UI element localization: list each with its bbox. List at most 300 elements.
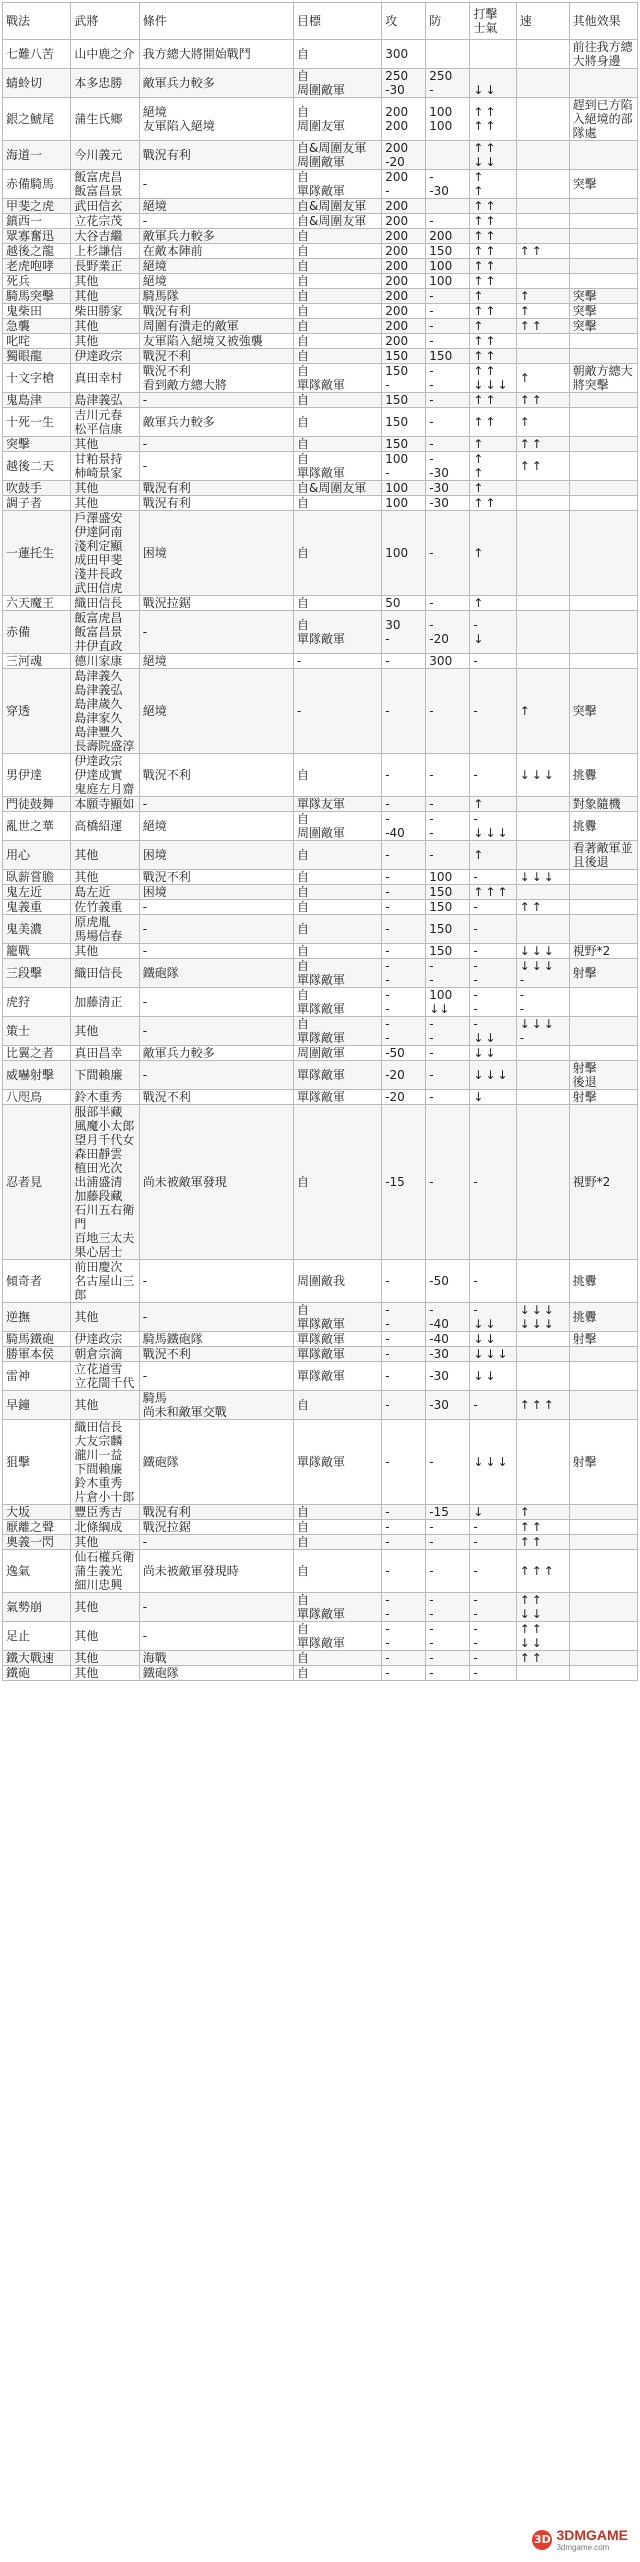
cell-general: 伊達政宗 xyxy=(71,349,139,364)
cell-defense: -50 xyxy=(426,1260,470,1303)
header-tactic-name: 戰法 xyxy=(3,3,71,40)
cell-defense: - -40 xyxy=(426,1303,470,1332)
cell-morale: ↑↑ xyxy=(470,214,516,229)
cell-target: 自 xyxy=(294,915,382,944)
cell-tactic-name: 鬼島津 xyxy=(3,393,71,408)
cell-condition: 困境 xyxy=(139,885,293,900)
cell-tactic-name: 銀之鯱尾 xyxy=(3,98,71,141)
cell-general: 其他 xyxy=(71,1622,139,1651)
table-row xyxy=(3,199,638,214)
cell-tactic-name: 眾寡奮迅 xyxy=(3,229,71,244)
cell-target: 自 xyxy=(294,1391,382,1420)
cell-attack: - xyxy=(382,1260,426,1303)
cell-defense: - - xyxy=(426,812,470,841)
cell-target: 自 xyxy=(294,289,382,304)
cell-general: 其他 xyxy=(71,1593,139,1622)
table-row xyxy=(3,1550,638,1593)
cell-attack: - xyxy=(382,1362,426,1391)
cell-defense: - xyxy=(426,596,470,611)
cell-target: 自&周圍友軍 xyxy=(294,481,382,496)
table-row xyxy=(3,481,638,496)
cell-morale: ↑↑ xyxy=(470,244,516,259)
cell-speed xyxy=(516,611,569,654)
table-row xyxy=(3,1420,638,1505)
cell-defense: - - xyxy=(426,1017,470,1046)
cell-condition: - xyxy=(139,915,293,944)
cell-target: 自 xyxy=(294,511,382,596)
cell-morale: ↓↓ xyxy=(470,1046,516,1061)
cell-defense: - xyxy=(426,1061,470,1090)
cell-general: 甘粕景持 柿崎景家 xyxy=(71,452,139,481)
cell-target: 自 xyxy=(294,885,382,900)
cell-morale: ↓↓↓ xyxy=(470,1420,516,1505)
cell-defense: - xyxy=(426,797,470,812)
cell-defense: - xyxy=(426,437,470,452)
cell-target: 自 xyxy=(294,870,382,885)
page xyxy=(0,2,640,2562)
cell-target: 自 單隊敵軍 xyxy=(294,611,382,654)
cell-attack: - xyxy=(382,797,426,812)
cell-morale: - xyxy=(470,870,516,885)
cell-condition: - xyxy=(139,1303,293,1332)
cell-general: 武田信玄 xyxy=(71,199,139,214)
cell-defense xyxy=(426,141,470,170)
table-row xyxy=(3,944,638,959)
table-row xyxy=(3,496,638,511)
table-row xyxy=(3,1090,638,1105)
cell-other-effect xyxy=(569,1666,637,1681)
cell-other-effect xyxy=(569,496,637,511)
cell-tactic-name: 鬼美濃 xyxy=(3,915,71,944)
table-row xyxy=(3,40,638,69)
cell-condition: 敵軍兵力較多 xyxy=(139,408,293,437)
cell-general: 吉川元春 松平信康 xyxy=(71,408,139,437)
cell-speed xyxy=(516,141,569,170)
cell-speed: ↑↑↑ xyxy=(516,1550,569,1593)
watermark-logo-icon: 3D xyxy=(532,2530,552,2550)
cell-tactic-name: 厭離之聲 xyxy=(3,1520,71,1535)
cell-attack: 150 xyxy=(382,437,426,452)
cell-morale: ↑ xyxy=(470,511,516,596)
cell-attack: 200 200 xyxy=(382,98,426,141)
cell-general: 織田信長 大友宗麟 瀧川一益 下間賴廉 鈴木重秀 片倉小十郎 xyxy=(71,1420,139,1505)
cell-speed: ↑↑ xyxy=(516,244,569,259)
cell-defense: - xyxy=(426,754,470,797)
cell-morale: ↑ xyxy=(470,841,516,870)
tactics-table xyxy=(2,2,638,1681)
cell-target: - xyxy=(294,669,382,754)
table-row xyxy=(3,1520,638,1535)
cell-speed: ↓↓↓ xyxy=(516,754,569,797)
cell-defense: - xyxy=(426,304,470,319)
cell-defense: - xyxy=(426,393,470,408)
cell-attack: 200 xyxy=(382,319,426,334)
cell-other-effect xyxy=(569,654,637,669)
cell-condition: 戰況有利 xyxy=(139,1505,293,1520)
cell-condition: 敵軍兵力較多 xyxy=(139,1046,293,1061)
table-row xyxy=(3,1046,638,1061)
cell-general: 下間賴廉 xyxy=(71,1061,139,1090)
cell-condition: - xyxy=(139,988,293,1017)
cell-morale: - xyxy=(470,1666,516,1681)
cell-other-effect xyxy=(569,596,637,611)
cell-target: 單隊敵軍 xyxy=(294,1420,382,1505)
cell-morale: ↓ xyxy=(470,1090,516,1105)
cell-attack: 100 xyxy=(382,481,426,496)
cell-speed xyxy=(516,1666,569,1681)
cell-general: 今川義元 xyxy=(71,141,139,170)
cell-morale: - xyxy=(470,915,516,944)
cell-tactic-name: 六天魔王 xyxy=(3,596,71,611)
cell-target: 自 xyxy=(294,244,382,259)
cell-target: 自 周圍敵軍 xyxy=(294,69,382,98)
cell-morale: - ↓↓ xyxy=(470,1303,516,1332)
cell-condition: 絕境 xyxy=(139,274,293,289)
cell-morale: ↑↑ xyxy=(470,304,516,319)
table-row xyxy=(3,393,638,408)
cell-tactic-name: 籠戰 xyxy=(3,944,71,959)
cell-tactic-name: 狙擊 xyxy=(3,1420,71,1505)
cell-condition: 戰況有利 xyxy=(139,496,293,511)
cell-target: 自 單隊敵軍 xyxy=(294,364,382,393)
cell-target: 自 xyxy=(294,304,382,319)
cell-attack: - xyxy=(382,669,426,754)
table-row xyxy=(3,1332,638,1347)
cell-other-effect: 射擊 xyxy=(569,1420,637,1505)
cell-condition: 騎馬 尚未和敵軍交戰 xyxy=(139,1391,293,1420)
cell-other-effect: 挑釁 xyxy=(569,1260,637,1303)
cell-tactic-name: 鬼柴田 xyxy=(3,304,71,319)
cell-defense: - - xyxy=(426,1593,470,1622)
cell-morale: ↑ xyxy=(470,289,516,304)
cell-condition: - xyxy=(139,452,293,481)
cell-general: 其他 xyxy=(71,437,139,452)
table-row xyxy=(3,1017,638,1046)
cell-target: 周圍敵我 xyxy=(294,1260,382,1303)
cell-general: 其他 xyxy=(71,481,139,496)
table-row xyxy=(3,915,638,944)
cell-tactic-name: 大坂 xyxy=(3,1505,71,1520)
cell-attack: 250 -30 xyxy=(382,69,426,98)
table-row xyxy=(3,870,638,885)
cell-general: 島津義久 島津義弘 島津歲久 島津家久 島津豐久 長壽院盛淳 xyxy=(71,669,139,754)
cell-defense: - xyxy=(426,841,470,870)
cell-target: 自 xyxy=(294,841,382,870)
table-row xyxy=(3,1535,638,1550)
cell-target: 自 xyxy=(294,274,382,289)
table-row xyxy=(3,289,638,304)
cell-condition: 困境 xyxy=(139,511,293,596)
cell-tactic-name: 氣勢崩 xyxy=(3,1593,71,1622)
table-row xyxy=(3,98,638,141)
cell-speed xyxy=(516,1046,569,1061)
cell-defense: 100 100 xyxy=(426,98,470,141)
cell-other-effect: 突擊 xyxy=(569,669,637,754)
cell-condition: - xyxy=(139,214,293,229)
cell-condition: 敵軍兵力較多 xyxy=(139,69,293,98)
cell-general: 其他 xyxy=(71,319,139,334)
cell-attack: - xyxy=(382,1651,426,1666)
cell-condition: - xyxy=(139,797,293,812)
cell-other-effect: 挑釁 xyxy=(569,812,637,841)
cell-target: - xyxy=(294,654,382,669)
table-row xyxy=(3,885,638,900)
cell-general: 其他 xyxy=(71,289,139,304)
cell-other-effect xyxy=(569,915,637,944)
cell-tactic-name: 足止 xyxy=(3,1622,71,1651)
cell-condition: 絕境 xyxy=(139,669,293,754)
cell-general: 山中鹿之介 xyxy=(71,40,139,69)
cell-other-effect xyxy=(569,1347,637,1362)
table-row xyxy=(3,1303,638,1332)
cell-defense: 100 ↓↓ xyxy=(426,988,470,1017)
cell-target: 自 單隊敵軍 xyxy=(294,1017,382,1046)
cell-general: 立花道雪 立花誾千代 xyxy=(71,1362,139,1391)
cell-target: 自 單隊敵軍 xyxy=(294,959,382,988)
cell-defense: 100 xyxy=(426,870,470,885)
cell-condition: 絕境 xyxy=(139,199,293,214)
cell-target: 自 單隊敵軍 xyxy=(294,1303,382,1332)
cell-other-effect xyxy=(569,1017,637,1046)
cell-other-effect: 朝敵方總大將突擊 xyxy=(569,364,637,393)
table-row xyxy=(3,259,638,274)
table-row xyxy=(3,900,638,915)
cell-morale: - xyxy=(470,1651,516,1666)
cell-attack: 200 -20 xyxy=(382,141,426,170)
cell-condition: - xyxy=(139,944,293,959)
cell-defense: - -30 xyxy=(426,452,470,481)
cell-target: 單隊敵軍 xyxy=(294,1061,382,1090)
cell-attack: - xyxy=(382,885,426,900)
table-row xyxy=(3,754,638,797)
table-row xyxy=(3,229,638,244)
cell-target: 自 xyxy=(294,1105,382,1260)
cell-other-effect: 突擊 xyxy=(569,304,637,319)
cell-other-effect: 趕到已方陷入絕境的部隊處 xyxy=(569,98,637,141)
cell-tactic-name: 赤備騎馬 xyxy=(3,170,71,199)
cell-morale: ↑↑ xyxy=(470,496,516,511)
cell-condition: - xyxy=(139,1622,293,1651)
cell-speed: ↑↑ xyxy=(516,437,569,452)
cell-morale: ↑ xyxy=(470,797,516,812)
cell-attack: 200 xyxy=(382,214,426,229)
cell-speed: ↑↑ ↓↓ xyxy=(516,1593,569,1622)
cell-speed: ↓↓↓ ↓↓↓ xyxy=(516,1303,569,1332)
cell-condition: 尚未被敵軍發現 xyxy=(139,1105,293,1260)
cell-other-effect xyxy=(569,393,637,408)
cell-general: 朝倉宗滴 xyxy=(71,1347,139,1362)
cell-other-effect: 視野*2 xyxy=(569,1105,637,1260)
cell-attack: - xyxy=(382,841,426,870)
cell-speed xyxy=(516,1105,569,1260)
cell-attack: 150 - xyxy=(382,364,426,393)
table-row xyxy=(3,1347,638,1362)
cell-other-effect xyxy=(569,274,637,289)
table-row xyxy=(3,841,638,870)
cell-other-effect: 射擊 xyxy=(569,959,637,988)
cell-speed: ↑↑ xyxy=(516,319,569,334)
cell-attack: -15 xyxy=(382,1105,426,1260)
cell-defense: 100 xyxy=(426,274,470,289)
cell-morale: ↑ ↑ xyxy=(470,170,516,199)
cell-general: 其他 xyxy=(71,870,139,885)
cell-condition: 我方總大將開始戰鬥 xyxy=(139,40,293,69)
cell-other-effect xyxy=(569,1505,637,1520)
cell-morale: ↑↑ ↓↓ xyxy=(470,141,516,170)
cell-attack: 100 xyxy=(382,496,426,511)
cell-general: 鈴木重秀 xyxy=(71,1090,139,1105)
cell-defense: - xyxy=(426,669,470,754)
cell-target: 自 xyxy=(294,596,382,611)
cell-attack: - xyxy=(382,1347,426,1362)
cell-other-effect xyxy=(569,452,637,481)
cell-general: 德川家康 xyxy=(71,654,139,669)
cell-attack: 200 xyxy=(382,199,426,214)
cell-speed xyxy=(516,170,569,199)
cell-condition: 鐵砲隊 xyxy=(139,1420,293,1505)
cell-other-effect xyxy=(569,214,637,229)
cell-defense: - xyxy=(426,289,470,304)
cell-condition: 戰況不利 xyxy=(139,349,293,364)
cell-attack: 300 xyxy=(382,40,426,69)
cell-condition: 戰況不利 xyxy=(139,754,293,797)
cell-other-effect xyxy=(569,334,637,349)
cell-attack: 200 xyxy=(382,304,426,319)
cell-attack: 200 xyxy=(382,289,426,304)
cell-tactic-name: 蜻蛉切 xyxy=(3,69,71,98)
table-row xyxy=(3,452,638,481)
cell-target: 自 單隊敵軍 xyxy=(294,1593,382,1622)
cell-attack: - xyxy=(382,754,426,797)
cell-tactic-name: 穿透 xyxy=(3,669,71,754)
cell-defense: - xyxy=(426,1105,470,1260)
cell-condition: 海戰 xyxy=(139,1651,293,1666)
cell-general: 其他 xyxy=(71,1666,139,1681)
cell-general: 真田昌幸 xyxy=(71,1046,139,1061)
cell-attack: - xyxy=(382,1666,426,1681)
cell-speed xyxy=(516,812,569,841)
cell-morale: ↑ xyxy=(470,319,516,334)
cell-target: 自&周圍友軍 xyxy=(294,214,382,229)
cell-condition: - xyxy=(139,1593,293,1622)
table-row xyxy=(3,408,638,437)
cell-tactic-name: 虎狩 xyxy=(3,988,71,1017)
cell-speed xyxy=(516,1061,569,1090)
cell-morale: ↑↑↑ xyxy=(470,885,516,900)
cell-morale: - ↓ xyxy=(470,611,516,654)
watermark-brand: 3DMGAME xyxy=(556,2527,628,2543)
cell-other-effect xyxy=(569,988,637,1017)
cell-speed xyxy=(516,69,569,98)
cell-morale: - xyxy=(470,654,516,669)
cell-condition: - xyxy=(139,611,293,654)
table-row xyxy=(3,812,638,841)
cell-target: 自 周圍友軍 xyxy=(294,98,382,141)
cell-general: 其他 xyxy=(71,1303,139,1332)
header-speed: 速 xyxy=(516,3,569,40)
cell-target: 自 xyxy=(294,40,382,69)
cell-condition: 戰況不利 xyxy=(139,1090,293,1105)
cell-general: 仙石權兵衛 蒲生義光 細川忠興 xyxy=(71,1550,139,1593)
cell-general: 服部半藏 風魔小太郎 望月千代女 森田靜雲 植田光次 出浦盛清 加藤段藏 石川五右衛門 百地三太夫 果心居士 xyxy=(71,1105,139,1260)
cell-speed xyxy=(516,1420,569,1505)
cell-target: 單隊敵軍 xyxy=(294,1332,382,1347)
cell-tactic-name: 三河魂 xyxy=(3,654,71,669)
cell-other-effect xyxy=(569,1535,637,1550)
cell-defense: -30 xyxy=(426,1391,470,1420)
table-row xyxy=(3,1260,638,1303)
cell-condition: - xyxy=(139,1061,293,1090)
cell-other-effect: 突擊 xyxy=(569,170,637,199)
cell-condition: - xyxy=(139,900,293,915)
cell-other-effect xyxy=(569,408,637,437)
cell-target: 自 xyxy=(294,319,382,334)
cell-target: 自 單隊敵軍 xyxy=(294,988,382,1017)
cell-morale: ↑ xyxy=(470,481,516,496)
cell-tactic-name: 逸氣 xyxy=(3,1550,71,1593)
cell-other-effect xyxy=(569,1046,637,1061)
table-row xyxy=(3,1362,638,1391)
cell-target: 自 xyxy=(294,259,382,274)
cell-target: 單隊敵軍 xyxy=(294,1347,382,1362)
cell-defense: -40 xyxy=(426,1332,470,1347)
cell-general: 加藤清正 xyxy=(71,988,139,1017)
cell-speed xyxy=(516,334,569,349)
cell-other-effect: 突擊 xyxy=(569,289,637,304)
cell-defense: 200 xyxy=(426,229,470,244)
cell-target: 自 單隊敵軍 xyxy=(294,1622,382,1651)
cell-target: 自 單隊敵軍 xyxy=(294,170,382,199)
cell-general: 織田信長 xyxy=(71,596,139,611)
cell-tactic-name: 忍者見 xyxy=(3,1105,71,1260)
cell-tactic-name: 調子者 xyxy=(3,496,71,511)
table-row xyxy=(3,364,638,393)
cell-tactic-name: 傾奇者 xyxy=(3,1260,71,1303)
cell-speed xyxy=(516,797,569,812)
cell-speed xyxy=(516,1362,569,1391)
cell-target: 單隊敵軍 xyxy=(294,1090,382,1105)
cell-general: 上杉謙信 xyxy=(71,244,139,259)
cell-general: 伊達政宗 xyxy=(71,1332,139,1347)
cell-general: 戶澤盛安 伊達阿南 淺利定顯 成田甲斐 淺井長政 武田信虎 xyxy=(71,511,139,596)
cell-target: 自 xyxy=(294,437,382,452)
cell-speed xyxy=(516,885,569,900)
cell-tactic-name: 騎馬鐵砲 xyxy=(3,1332,71,1347)
table-row xyxy=(3,669,638,754)
cell-morale: ↑↑ xyxy=(470,259,516,274)
cell-condition: 絕境 xyxy=(139,259,293,274)
table-row xyxy=(3,1593,638,1622)
cell-general: 飯富虎昌 飯富昌景 xyxy=(71,170,139,199)
cell-tactic-name: 海道一 xyxy=(3,141,71,170)
cell-defense: - xyxy=(426,319,470,334)
cell-attack: - - xyxy=(382,1017,426,1046)
cell-target: 自&周圍友軍 xyxy=(294,199,382,214)
cell-attack: - xyxy=(382,1420,426,1505)
cell-speed: ↑↑ ↓↓ xyxy=(516,1622,569,1651)
cell-attack: - - xyxy=(382,959,426,988)
table-row xyxy=(3,1391,638,1420)
cell-morale: - - xyxy=(470,1622,516,1651)
cell-speed xyxy=(516,349,569,364)
table-row xyxy=(3,349,638,364)
cell-morale: ↑↑ xyxy=(470,334,516,349)
cell-general: 其他 xyxy=(71,496,139,511)
cell-target: 自 xyxy=(294,496,382,511)
table-header-row xyxy=(3,3,638,40)
cell-attack: - xyxy=(382,1550,426,1593)
cell-defense: 300 xyxy=(426,654,470,669)
